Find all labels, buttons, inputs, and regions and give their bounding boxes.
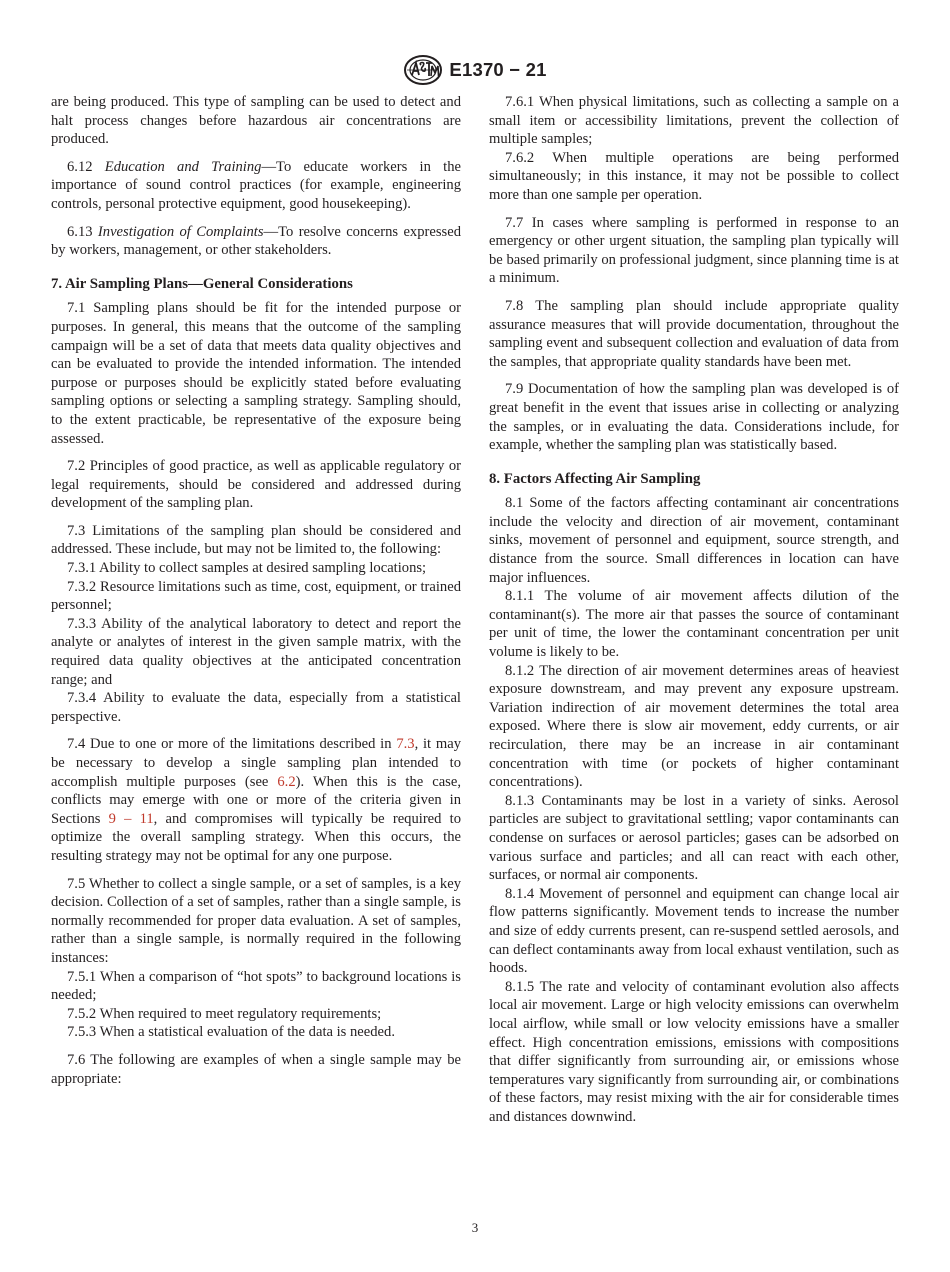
section-7-heading: 7. Air Sampling Plans—General Considerations [51, 275, 353, 292]
paragraph-7-5-1: 7.5.1 When a comparison of “hot spots” to background locations is needed; [51, 968, 461, 1004]
paragraph-7-3-4: 7.3.4 Ability to evaluate the data, especially from a statistical perspective. [51, 690, 461, 725]
paragraph-6-12: 6.12 Education and Training—To educate workers in the importance of sound control practices (for example, engineering controls, personal protective equipment, good housekeeping). [51, 158, 461, 212]
paragraph-8-1: 8.1 Some of the factors affecting contaminant air concentrations include the velocity and direction of air movement, contaminant sinks, movement of personnel and equipment, source strength, and distance from the source. Small differences in location can have major influences. [489, 495, 899, 586]
paragraph-7-5-3: 7.5.3 When a statistical evaluation of the data is needed. [67, 1024, 395, 1041]
paragraph-6-12-title: Education and Training [104, 158, 262, 175]
paragraph-7-2: 7.2 Principles of good practice, as well as applicable regulatory or legal requirements, should be considered and addressed during development of the sampling plan. [51, 458, 461, 512]
paragraph-8-1-2: 8.1.2 The direction of air movement determines areas of heaviest exposure downstream, and may prevent any exposure upstream. Variation indirection of air movement determines the total area exposed. Where there is slow air movement, eddy currents, or air recirculation, there may be an increase in air contaminant concentration with time (or pockets of higher contaminant concentrations). [489, 662, 899, 791]
link-ref-7-3[interactable]: 7.3 [396, 736, 415, 753]
paragraph-7-9: 7.9 Documentation of how the sampling plan was developed is of great benefit in the event that issues arise in collecting or analyzing the samples, or in evaluating the data. Considerations include, for example, whether the sampling plan was statistically based. [489, 381, 899, 454]
paragraph-7-6-2: 7.6.2 When multiple operations are being performed simultaneously; in this instance, it may not be possible to collect more than one sample per operation. [489, 149, 899, 203]
section-8-heading: 8. Factors Affecting Air Sampling [489, 470, 701, 487]
paragraph-7-3-1: 7.3.1 Ability to collect samples at desired sampling locations; [67, 560, 427, 577]
page-number: 3 [471, 1220, 479, 1235]
paragraph-7-6-1: 7.6.1 When physical limitations, such as collecting a sample on a small item or accessibility limitations, prevent the collection of multiple samples; [489, 94, 899, 148]
left-column [51, 93, 461, 1088]
right-column [489, 93, 899, 1126]
paragraph-7-7: 7.7 In cases where sampling is performed in response to an emergency or other urgent situation, the sampling plan typically will be based primarily on professional judgment, since planning time is at a minimum. [489, 214, 899, 287]
link-ref-sections-9-11[interactable]: 9 – 11 [108, 810, 154, 827]
paragraph-6-13: 6.13 Investigation of Complaints—To resolve concerns expressed by workers, management, or other stakeholders. [51, 223, 461, 259]
paragraph-7-8: 7.8 The sampling plan should include appropriate quality assurance measures that will provide documentation, throughout the sampling event and subsequent collection and evaluation of data from the samples, that appropriate quality standards have been met. [489, 297, 899, 370]
page-header [0, 53, 950, 87]
paragraph-8-1-5: 8.1.5 The rate and velocity of contaminant evolution also affects local air movement. Large or high velocity emissions can overwhelm local airflow, while small or low velocity emissions have a smaller effect. High concentration emissions, emissions with compositions that differ significantly from surrounding air, or emissions whose temperatures vary significantly from surrounding air, or combinations of these factors, may resist mixing with the air for considerable times and distances downwind. [489, 978, 899, 1125]
standard-number: E1370 − 21 [449, 59, 547, 80]
paragraph-7-5-2: 7.5.2 When required to meet regulatory requirements; [67, 1005, 382, 1022]
paragraph-8-1-3: 8.1.3 Contaminants may be lost in a variety of sinks. Aerosol particles are subject to gravitational settling; vapor contaminants can condense on surfaces or aerosol particles; gases can be adsorbed on various surface and particles; and all can react with each other, surfaces, or normal air components. [489, 792, 899, 884]
paragraph-7-1: 7.1 Sampling plans should be fit for the intended purpose or purposes. In general, this means that the outcome of the sampling campaign will be a set of data that meets data quality objectives and can be evaluated to provide the intended information. The intended purpose or purposes should be explicitly stated before evaluating sampling options or selecting a sampling strategy. Sampling should, to the extent practicable, be representative of the exposure being assessed. [51, 300, 461, 447]
paragraph-7-3-2: 7.3.2 Resource limitations such as time, cost, equipment, or trained personnel; [51, 578, 461, 614]
paragraph-8-1-1: 8.1.1 The volume of air movement affects dilution of the contaminant(s). The more air that passes the source of contaminant per unit of time, the lower the contaminant concentration per unit volume is likely to be. [489, 588, 899, 661]
paragraph-7-6: 7.6 The following are examples of when a single sample may be appropriate: [51, 1051, 461, 1087]
link-ref-6-2[interactable]: 6.2 [277, 773, 296, 790]
paragraph-7-5: 7.5 Whether to collect a single sample, or a set of samples, is a key decision. Collection of a set of samples, rather than a single sample, is normally recommended for proper data evaluation. A set of samples, rather than a single sample, is normally required in the following instances: [51, 875, 461, 966]
paragraph-7-3-3: 7.3.3 Ability of the analytical laboratory to detect and report the analyte or analytes of interest in the given sample matrix, with the required data quality objectives at the anticipated concentration range; and [51, 615, 461, 688]
paragraph-8-1-4: 8.1.4 Movement of personnel and equipment can change local air flow patterns significantly. Movement tends to increase the number and size of eddy currents present, can re-suspend settled aerosols, and can deflect contaminants away from local exhaust ventilation, such as hoods. [489, 885, 899, 977]
paragraph-continued: are being produced. This type of sampling can be used to detect and halt process changes before hazardous air concentrations are produced. [51, 94, 461, 148]
paragraph-6-13-title: Investigation of Complaints [97, 223, 264, 240]
paragraph-7-3: 7.3 Limitations of the sampling plan should be considered and addressed. These include, but may not be limited to, the following: [51, 522, 461, 558]
paragraph-7-4: 7.4 Due to one or more of the limitations described in 7.3, it may be necessary to develop a single sampling plan intended to accomplish multiple purposes (see 6.2). When this is the case, conflicts may emerge with one or more of the criteria given in Sections 9 – 11, and compromises will typically be required to optimize the overall sampling strategy. When this occurs, the resulting strategy may not be optimal for any one purpose. [51, 736, 461, 864]
astm-logo-icon [403, 54, 443, 86]
